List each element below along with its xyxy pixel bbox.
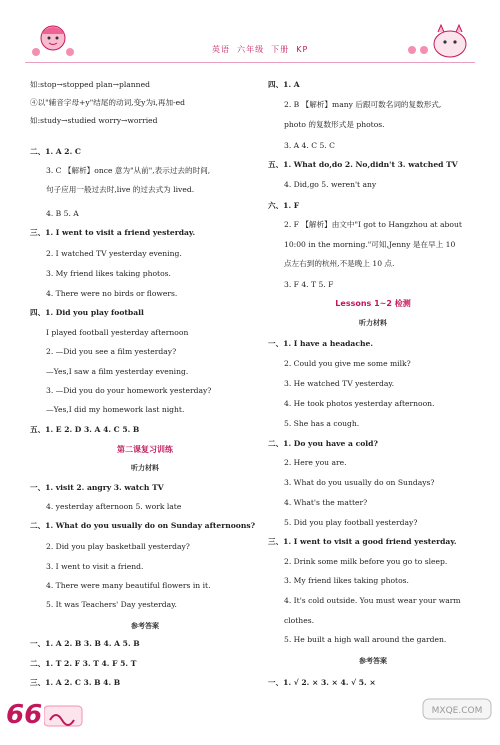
page-header: [0, 0, 500, 72]
text-line: 2. Here you are.: [284, 458, 347, 467]
listening-heading: 听力材料: [359, 319, 387, 327]
cartoon-cat-icon: [402, 22, 472, 62]
text-line: 4. It's cold outside. You must wear your warm: [284, 596, 461, 605]
text-line: 4. Did,go 5. weren't any: [284, 180, 377, 189]
watermark-text: MXQE.COM: [431, 706, 483, 716]
text-line: 2. Could you give me some milk?: [284, 359, 411, 368]
section-line: 四、1. A: [268, 80, 300, 89]
text-line: photo 的复数形式是 photos.: [284, 120, 385, 129]
section-line: 二、1. What do you usually do on Sunday afternoons?: [30, 521, 256, 530]
text-line: 2. Drink some milk before you go to sleep.: [284, 557, 448, 566]
section-line: 三、1. A 2. C 3. B 4. B: [30, 678, 121, 687]
text-line: 3. C 【解析】once 意为"从前",表示过去的时间,: [46, 166, 211, 175]
text-line: 4. B 5. A: [46, 209, 79, 218]
text-line: 3. My friend likes taking photos.: [46, 269, 171, 278]
text-line: I played football yesterday afternoon: [46, 328, 189, 337]
section-line: 二、1. A 2. C: [30, 147, 81, 156]
text-line: 句子应用一般过去时,live 的过去式为 lived.: [46, 185, 195, 194]
brand-logo-icon: [44, 704, 84, 728]
text-line: 5. He built a high wall around the garden.: [284, 635, 447, 644]
section-line: 三、1. I went to visit a friend yesterday.: [30, 228, 196, 237]
section-line: 四、1. Did you play football: [30, 308, 144, 317]
text-line: 3. I went to visit a friend.: [46, 562, 144, 571]
text-line: 2. F 【解析】由文中"I got to Hangzhou at about: [284, 220, 462, 229]
section-line: 二、1. T 2. F 3. T 4. F 5. T: [30, 659, 137, 668]
text-line: 2. I watched TV yesterday evening.: [46, 249, 182, 258]
text-line: clothes.: [284, 616, 315, 625]
listening-heading: 听力材料: [131, 464, 159, 472]
section-line: 五、1. What do,do 2. No,didn't 3. watched TV: [268, 160, 458, 169]
text-line: 2. —Did you see a film yesterday?: [46, 347, 177, 356]
section-line: 一、1. I have a headache.: [268, 339, 373, 348]
text-line: 5. She has a cough.: [284, 419, 360, 428]
section-line: 六、1. F: [268, 201, 300, 210]
text-line: 如:stop→stopped plan→planned: [30, 80, 150, 89]
text-line: 2. B 【解析】many 后跟可数名词的复数形式,: [284, 100, 442, 109]
section-line: 三、1. I went to visit a good friend yesterday.: [268, 537, 457, 546]
section-line: 二、1. Do you have a cold?: [268, 439, 378, 448]
cartoon-girl-icon: [28, 20, 78, 62]
text-line: 5. It was Teachers' Day yesterday.: [46, 600, 177, 609]
text-line: 4. yesterday afternoon 5. work late: [46, 502, 182, 511]
text-line: 5. Did you play football yesterday?: [284, 518, 418, 527]
answers-heading: 参考答案: [359, 657, 387, 665]
text-line: —Yes,I saw a film yesterday evening.: [46, 367, 189, 376]
section-line: 一、1. A 2. B 3. B 4. A 5. B: [30, 639, 140, 648]
text-line: 3. He watched TV yesterday.: [284, 379, 395, 388]
text-line: 3. What do you usually do on Sundays?: [284, 478, 435, 487]
text-line: 2. Did you play basketball yesterday?: [46, 542, 190, 551]
text-line: 4. What's the matter?: [284, 498, 368, 507]
text-line: 4. There were many beautiful flowers in it.: [46, 581, 211, 590]
text-line: 点左右到的杭州,不是晚上 10 点.: [284, 259, 395, 268]
page-number: 66: [6, 700, 43, 730]
text-line: 3. F 4. T 5. F: [284, 280, 334, 289]
text-line: 10:00 in the morning."可知,Jenny 是在早上 10: [284, 240, 456, 249]
text-line: 如:study→studied worry→worried: [30, 116, 158, 125]
text-line: ④以"辅音字母+y"结尾的动词,变y为i,再加-ed: [30, 98, 186, 107]
review-heading: 第二课复习训练: [117, 445, 173, 454]
header-rule: [25, 62, 475, 63]
section-line: 一、1. √ 2. × 3. × 4. √ 5. ×: [268, 678, 376, 687]
watermark-logo-icon: [422, 698, 492, 726]
section-line: 一、1. visit 2. angry 3. watch TV: [30, 483, 164, 492]
text-line: 3. A 4. C 5. C: [284, 141, 335, 150]
answers-heading: 参考答案: [131, 622, 159, 630]
watermark: [422, 698, 492, 730]
header-title: 英语 六年级 下册 KP: [212, 45, 309, 54]
text-line: —Yes,I did my homework last night.: [46, 405, 185, 414]
text-line: 3. —Did you do your homework yesterday?: [46, 386, 212, 395]
text-line: 4. He took photos yesterday afternoon.: [284, 399, 435, 408]
test-heading: Lessons 1~2 检测: [335, 299, 411, 308]
section-line: 五、1. E 2. D 3. A 4. C 5. B: [30, 425, 140, 434]
text-line: 4. There were no birds or flowers.: [46, 289, 178, 298]
text-line: 3. My friend likes taking photos.: [284, 576, 409, 585]
